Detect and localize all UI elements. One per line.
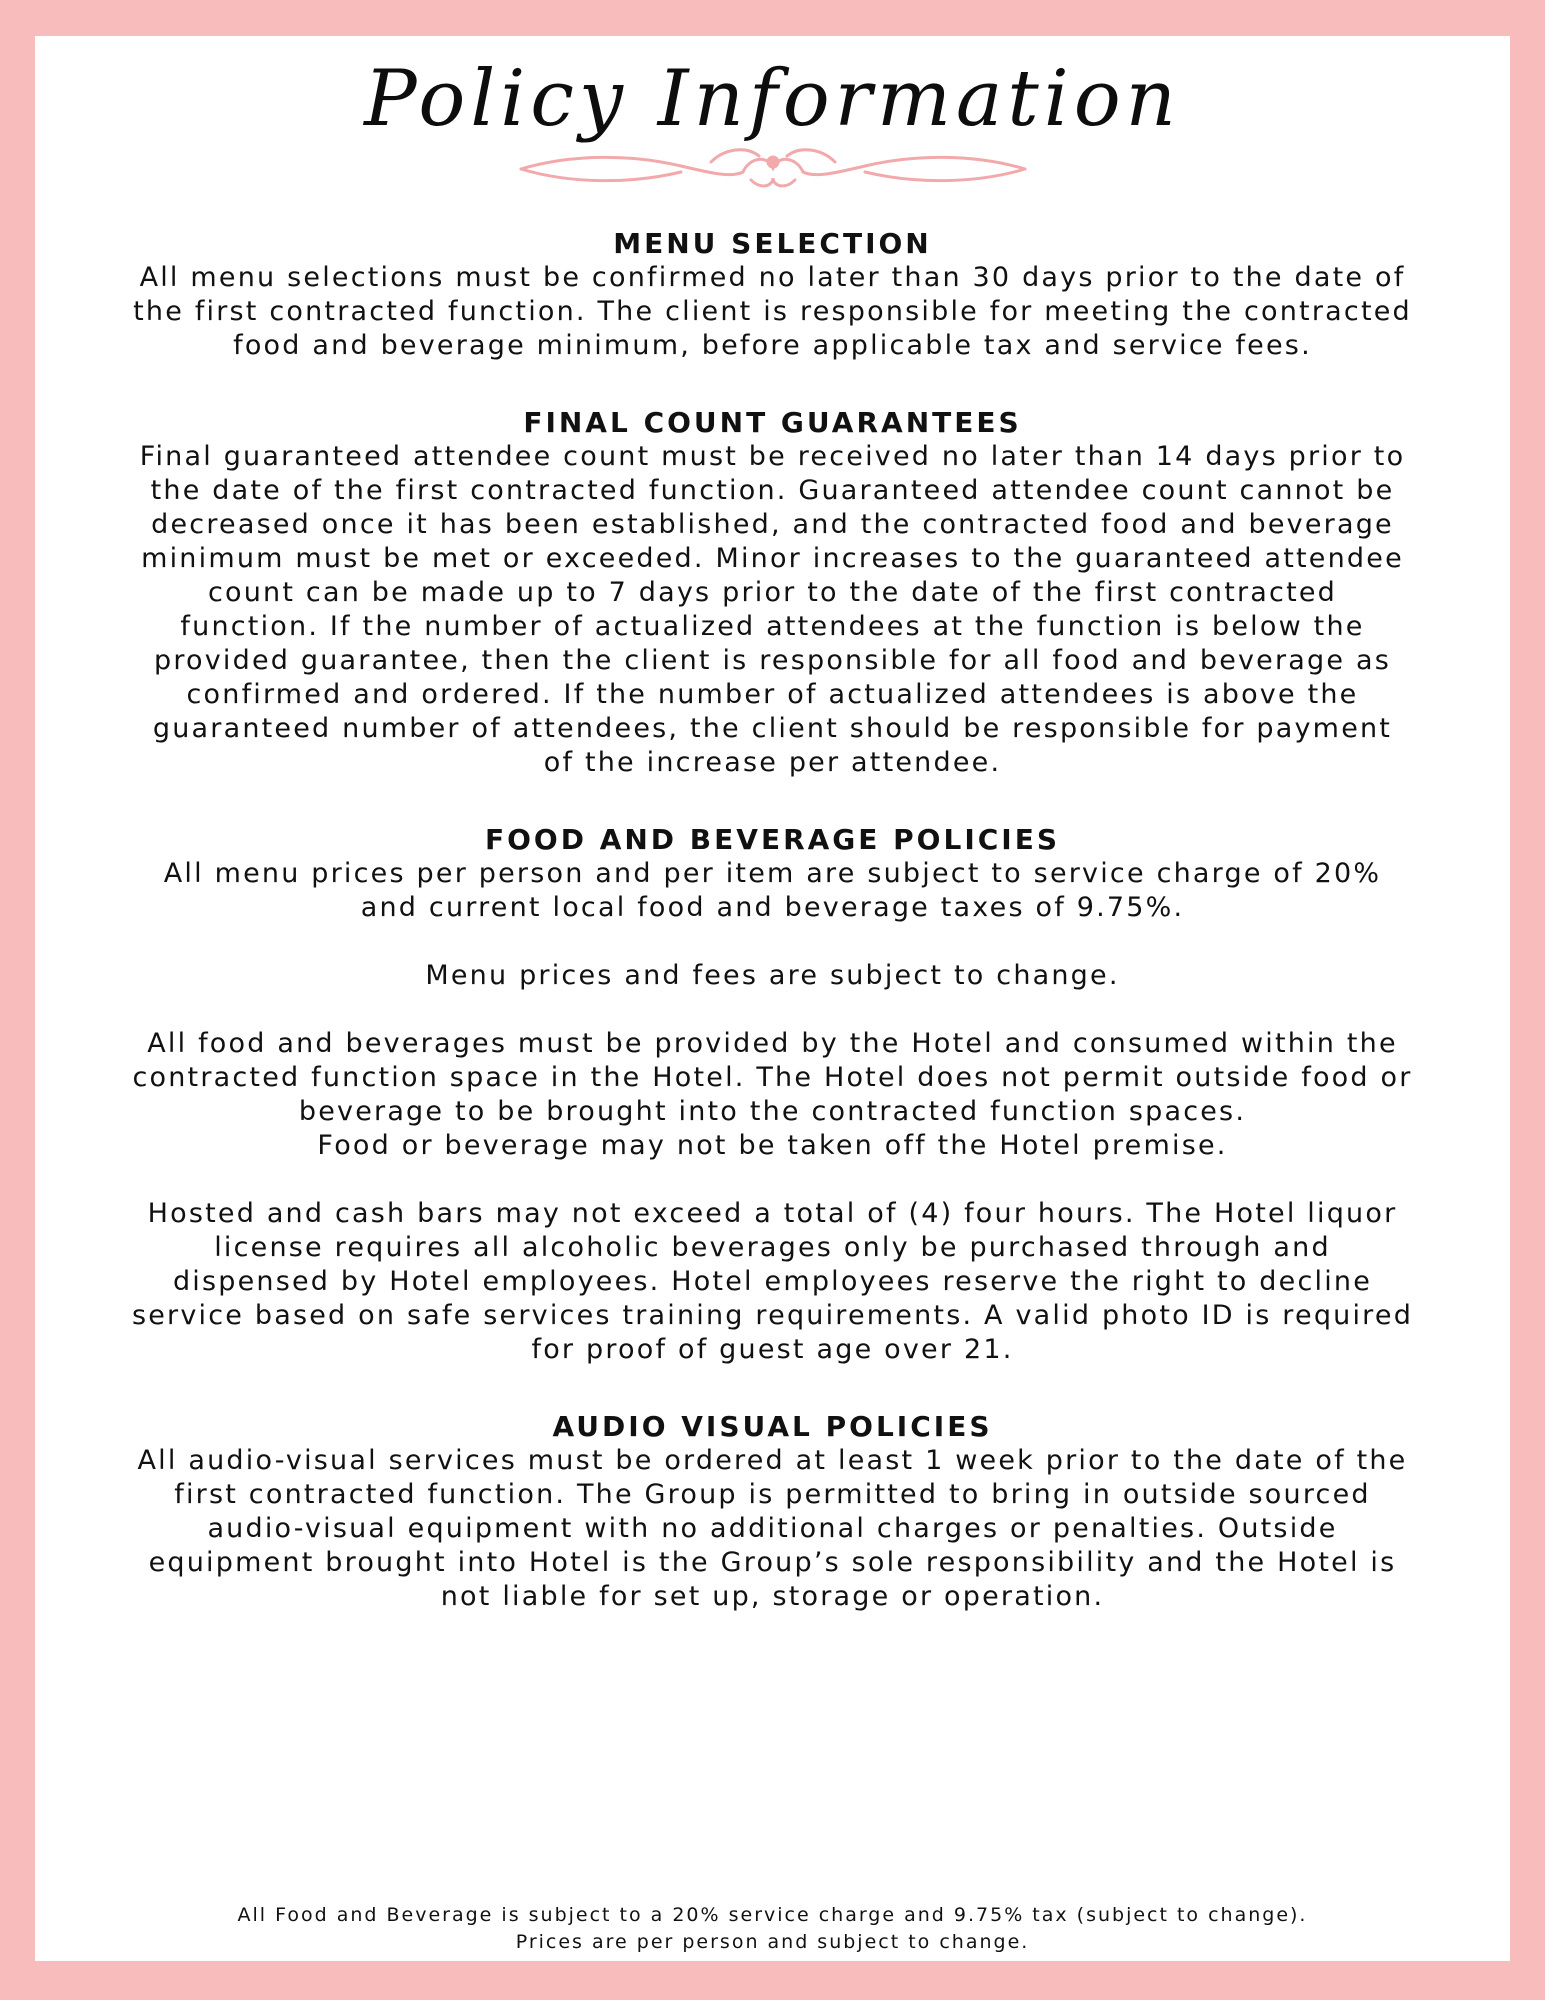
footer-note [35, 1902, 1510, 1956]
section-paragraph: Menu prices and fees are subject to change. [425, 960, 1120, 991]
section-paragraph: All audio-visual services must be ordered at least 1 week prior to the date of the first contracted function. The Group is permitted to bring in outside sourced audio-visual equipment with no additional charges or penalties. Outside equipment brought into Hotel is the Group’s sole responsibility and the Hotel is not liable for set up, storage or operation. [137, 1445, 1408, 1612]
section-paragraph: Final guaranteed attendee count must be received no later than 14 days prior to the date of the first contracted function. Guaranteed attendee count cannot be decreased once it has been established, and the contracted food and beverage minimum must be met or exceeded. Minor increases to the guaranteed attendee count can be made up to 7 days prior to the date of the first contracted function. If the number of actualized attendees at the function is below the provided guarantee, then the client is responsible for all food and beverage as confirmed and ordered. If the number of actualized attendees is above the guaranteed number of attendees, the client should be responsible for payment of the increase per attendee. [139, 441, 1406, 778]
section-heading: MENU SELECTION [613, 227, 932, 260]
section-paragraph: All menu prices per person and per item are subject to service charge of 20% and current local food and beverage taxes of 9.75%. [163, 858, 1382, 923]
footer-line: Prices are per person and subject to change. [515, 1931, 1030, 1953]
section-paragraph: Hosted and cash bars may not exceed a total of (4) four hours. The Hotel liquor license requires all alcoholic beverages only be purchased through and dispensed by Hotel employees. Hotel employees reserve the right to decline service based on safe services training requirements. A valid photo ID is required for proof of guest age over 21. [131, 1198, 1414, 1365]
section-heading: FOOD AND BEVERAGE POLICIES [484, 823, 1060, 856]
document-page [35, 36, 1510, 1961]
section-heading: FINAL COUNT GUARANTEES [523, 406, 1022, 439]
footer-line: All Food and Beverage is subject to a 20% service charge and 9.75% tax (subject to change). [237, 1904, 1308, 1926]
section-menu-selection [35, 227, 1510, 363]
decorative-flourish-icon [511, 136, 1035, 202]
section-food-and-beverage-policies [35, 823, 1510, 1367]
page-title: Policy Information [364, 54, 1181, 144]
section-paragraph: All menu selections must be confirmed no later than 30 days prior to the date of the first contracted function. The client is responsible for meeting the contracted food and beverage minimum, before applicable tax and service fees. [133, 262, 1412, 361]
section-paragraph: All food and beverages must be provided by the Hotel and consumed within the contracted function space in the Hotel. The Hotel does not permit outside food or beverage to be brought into the contracted function spaces. Food or beverage may not be taken off the Hotel premise. [132, 1028, 1413, 1161]
section-final-count-guarantees [35, 406, 1510, 780]
section-heading: AUDIO VISUAL POLICIES [552, 1410, 993, 1443]
section-audio-visual-policies [35, 1410, 1510, 1614]
